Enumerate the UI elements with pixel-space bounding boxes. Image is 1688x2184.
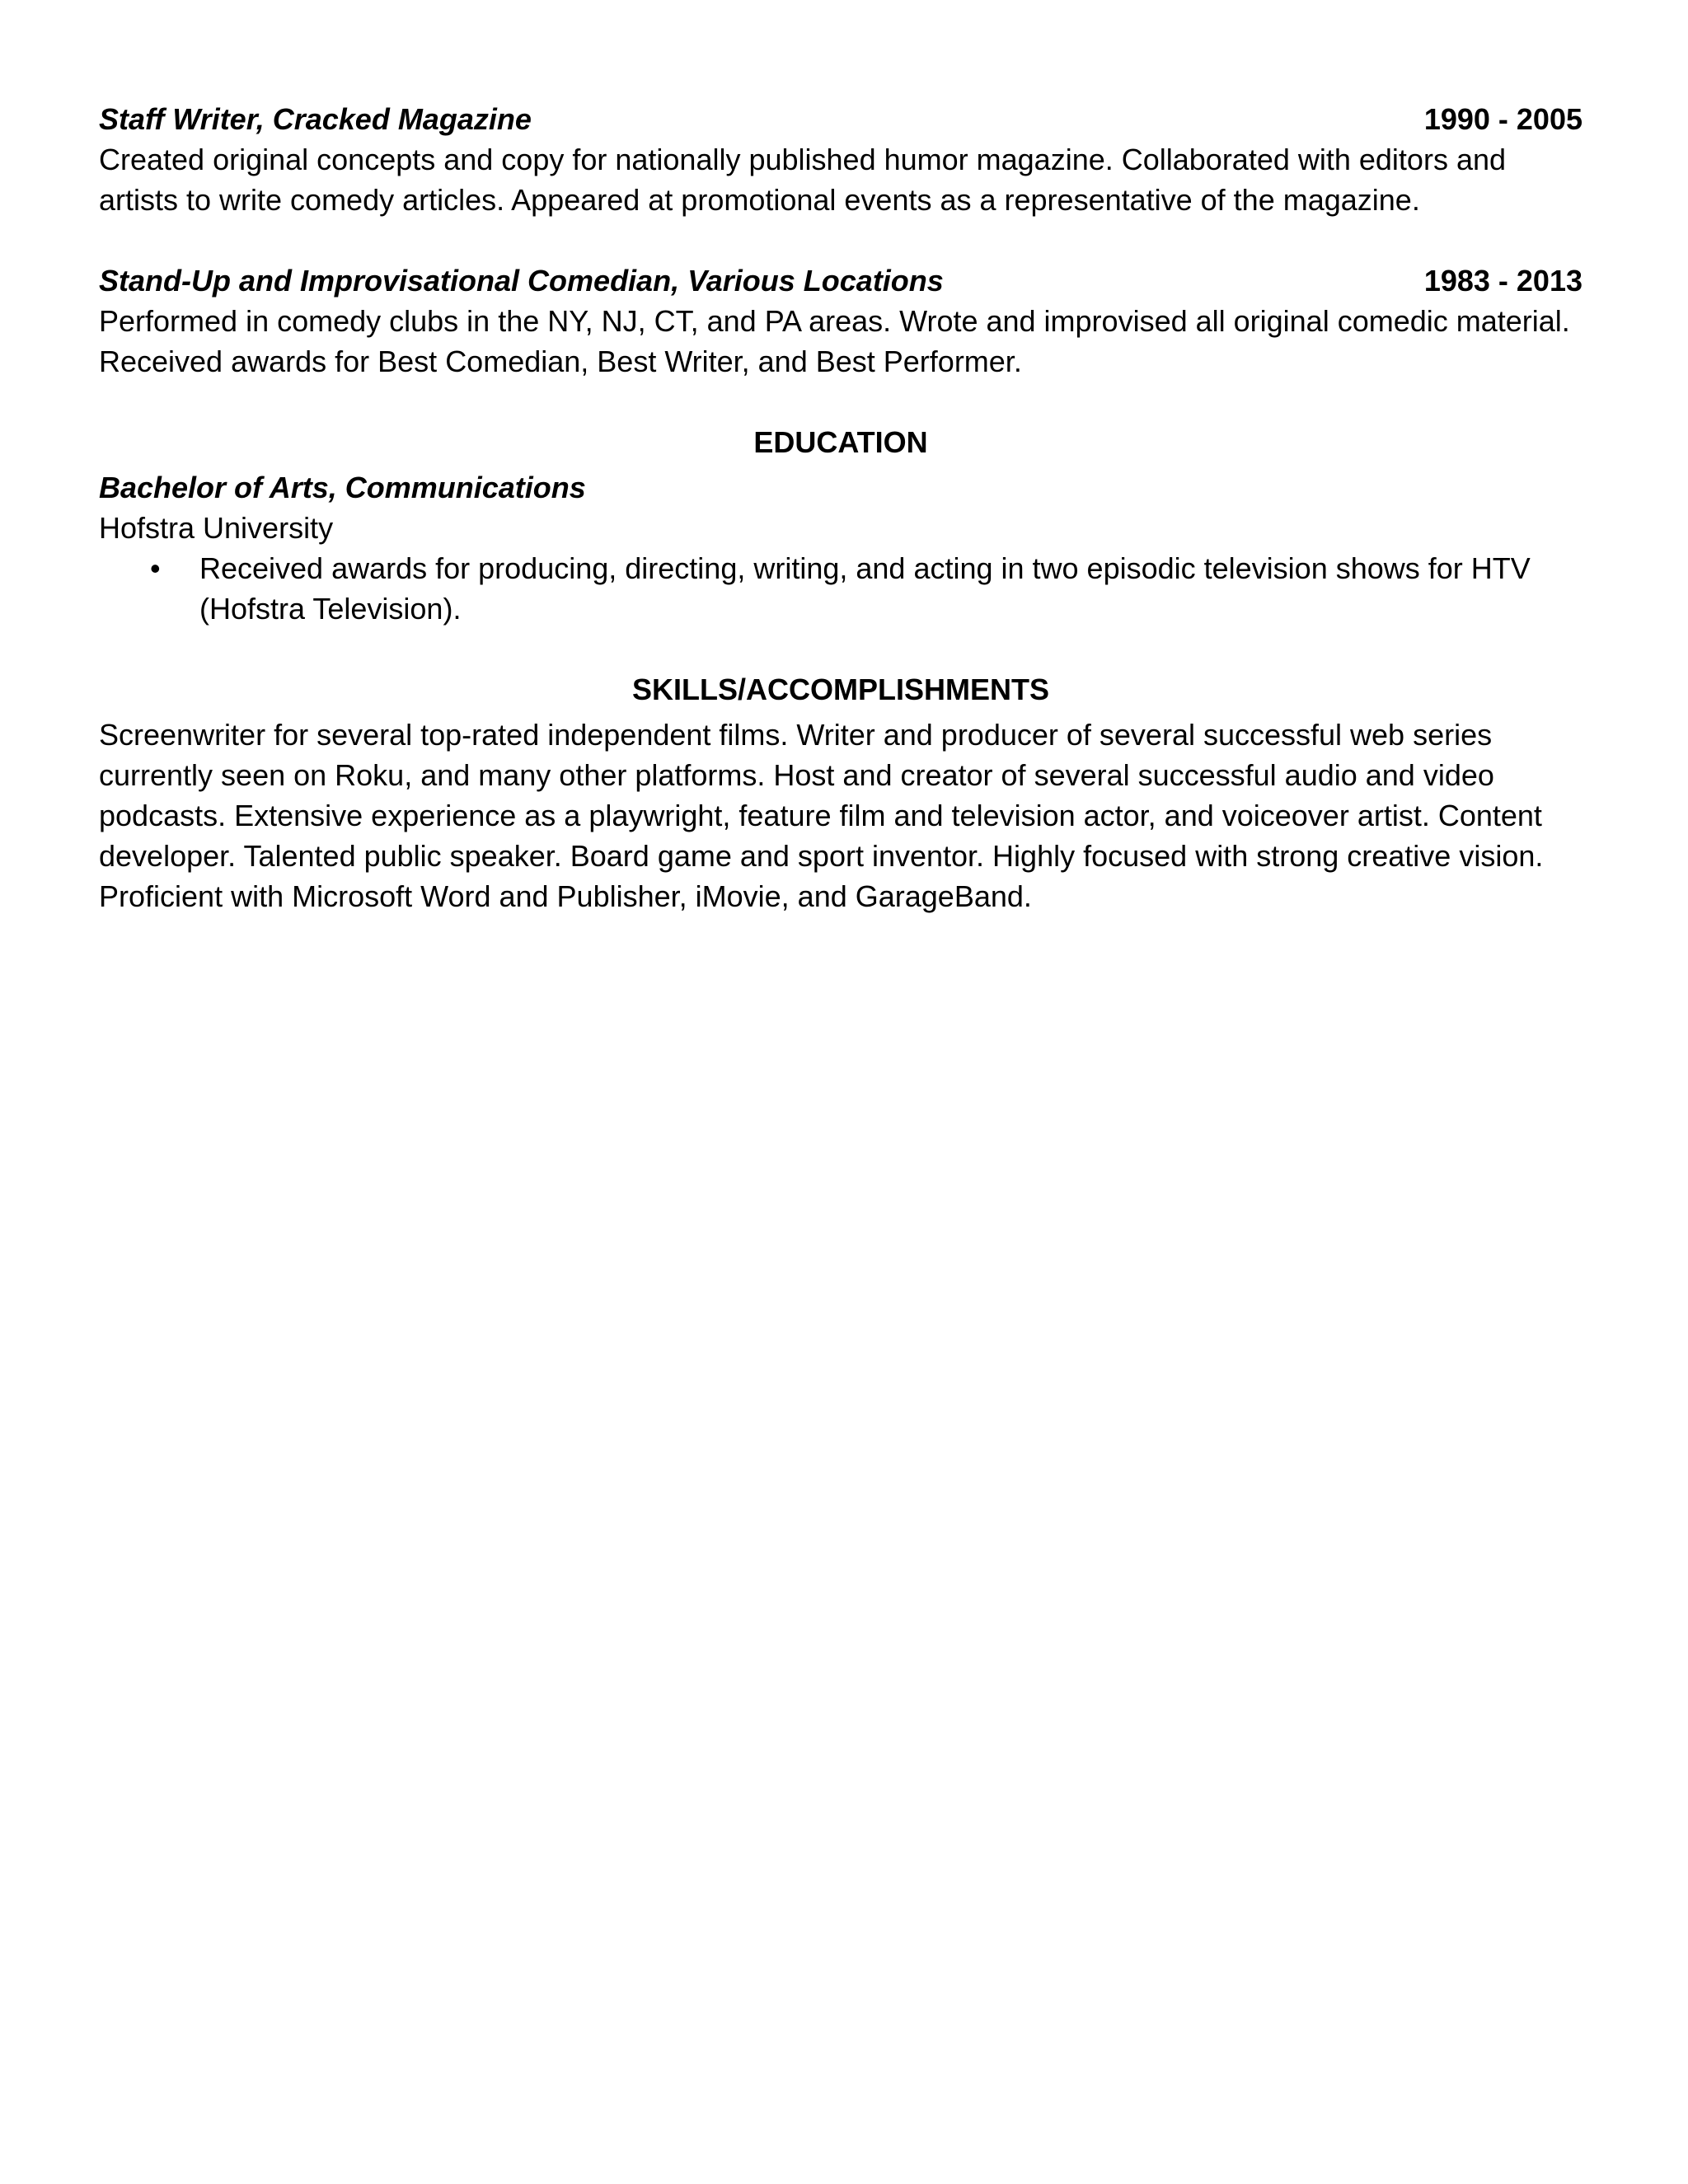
skills-heading: SKILLS/ACCOMPLISHMENTS: [631, 673, 1049, 706]
school-name: Hofstra University: [99, 511, 334, 545]
bullet-text: Received awards for producing, directing, writing, and acting in two episodic television shows for HTV (Hofstra Television).: [199, 551, 1531, 626]
list-item: [99, 548, 1582, 629]
job-entry-comedian: [99, 260, 1582, 382]
job-dates: 1983 - 2013: [1423, 264, 1582, 298]
skills-text: Screenwriter for several top-rated independent films. Writer and producer of several successful web series currently seen on Roku, and many other platforms. Host and creator of several successful audio and video podcasts. Extensive experience as a playwright, feature film and television actor, and voiceover artist. Content developer. Talented public speaker. Board game and sport inventor. Highly focused with strong creative vision. Proficient with Microsoft Word and Publisher, iMovie, and GarageBand.: [99, 718, 1544, 913]
job-title: Stand-Up and Improvisational Comedian, Various Locations: [99, 264, 944, 298]
job-title: Staff Writer, Cracked Magazine: [99, 102, 532, 136]
job-description: Created original concepts and copy for nationally published humor magazine. Collaborated with editors and artists to write comedy articles. Appeared at promotional events as a representative of the magazine.: [99, 143, 1507, 217]
degree-title: Bachelor of Arts, Communications: [99, 471, 586, 504]
education-section: [99, 422, 1582, 629]
job-dates: 1990 - 2005: [1423, 102, 1582, 136]
skills-section: [99, 669, 1582, 916]
job-header: [99, 260, 1582, 301]
education-bullets: [99, 548, 1582, 629]
resume-page: [99, 99, 1582, 916]
job-entry-cracked: [99, 99, 1582, 220]
job-header: [99, 99, 1582, 139]
bullet-icon: •: [150, 551, 161, 585]
job-description: Performed in comedy clubs in the NY, NJ, CT, and PA areas. Wrote and improvised all original comedic material. Received awards for Best Comedian, Best Writer, and Best Performer.: [99, 304, 1570, 378]
education-heading: EDUCATION: [753, 425, 928, 459]
